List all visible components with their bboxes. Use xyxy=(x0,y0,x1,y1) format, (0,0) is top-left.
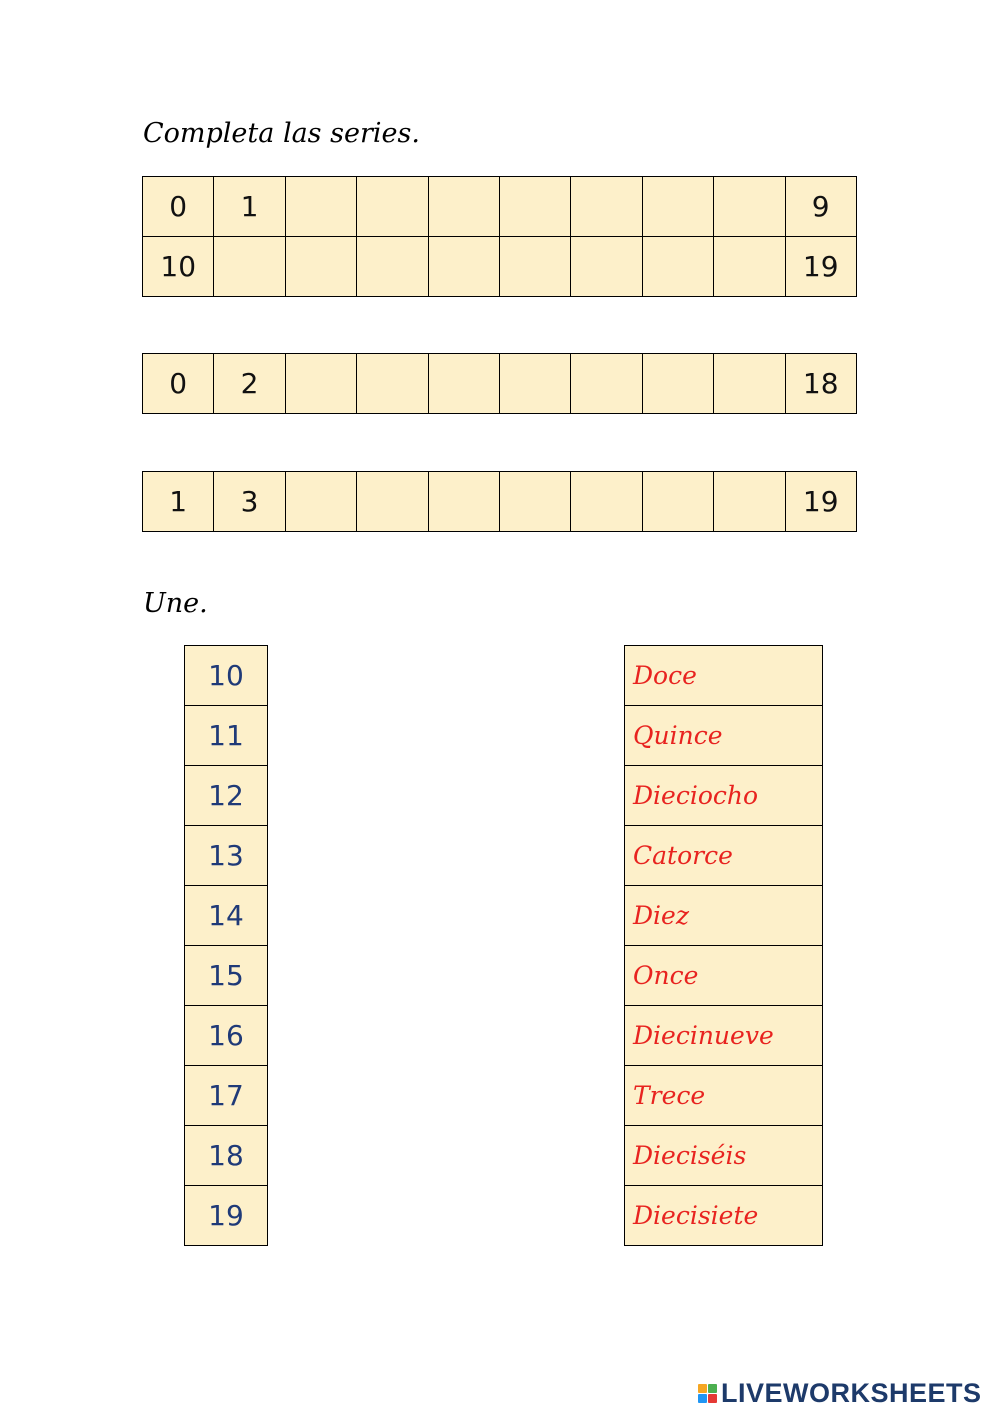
series-blank-cell[interactable] xyxy=(499,354,570,414)
series-number-cell: 18 xyxy=(785,354,856,414)
series-answer-input[interactable] xyxy=(643,237,713,296)
series-number-cell: 1 xyxy=(214,177,285,237)
series-answer-input[interactable] xyxy=(643,472,713,531)
series-blank-cell[interactable] xyxy=(357,177,428,237)
series-table-2 xyxy=(142,353,857,414)
series-table-3 xyxy=(142,471,857,532)
word-item[interactable]: Quince xyxy=(625,706,823,766)
series-blank-cell[interactable] xyxy=(285,177,356,237)
series-number-cell: 0 xyxy=(143,177,214,237)
series-answer-input[interactable] xyxy=(357,472,427,531)
series-answer-input[interactable] xyxy=(714,177,784,236)
series-answer-input[interactable] xyxy=(571,472,641,531)
series-answer-input[interactable] xyxy=(286,177,356,236)
series-number-cell: 9 xyxy=(785,177,856,237)
series-blank-cell[interactable] xyxy=(714,177,785,237)
series-blank-cell[interactable] xyxy=(499,177,570,237)
series-blank-cell[interactable] xyxy=(571,354,642,414)
liveworksheets-logo-icon xyxy=(698,1384,717,1403)
series-number-cell: 1 xyxy=(143,472,214,532)
series-blank-cell[interactable] xyxy=(285,237,356,297)
series-number-cell: 19 xyxy=(785,472,856,532)
series-blank-cell[interactable] xyxy=(428,354,499,414)
series-answer-input[interactable] xyxy=(429,177,499,236)
series-answer-input[interactable] xyxy=(286,472,356,531)
number-item[interactable]: 16 xyxy=(185,1006,268,1066)
series-number-cell: 0 xyxy=(143,354,214,414)
series-blank-cell[interactable] xyxy=(499,472,570,532)
number-item[interactable]: 18 xyxy=(185,1126,268,1186)
word-item[interactable]: Doce xyxy=(625,646,823,706)
number-item[interactable]: 11 xyxy=(185,706,268,766)
series-blank-cell[interactable] xyxy=(357,237,428,297)
word-item[interactable]: Once xyxy=(625,946,823,1006)
series-number-cell: 3 xyxy=(214,472,285,532)
series-heading: Completa las series. xyxy=(143,118,420,149)
series-blank-cell[interactable] xyxy=(714,354,785,414)
series-answer-input[interactable] xyxy=(500,472,570,531)
series-answer-input[interactable] xyxy=(429,472,499,531)
series-row xyxy=(143,472,857,532)
series-blank-cell[interactable] xyxy=(642,472,713,532)
series-blank-cell[interactable] xyxy=(499,237,570,297)
series-answer-input[interactable] xyxy=(571,237,641,296)
series-blank-cell[interactable] xyxy=(714,472,785,532)
series-answer-input[interactable] xyxy=(429,354,499,413)
series-answer-input[interactable] xyxy=(286,354,356,413)
word-item[interactable]: Dieciséis xyxy=(625,1126,823,1186)
series-number-cell: 10 xyxy=(143,237,214,297)
series-blank-cell[interactable] xyxy=(428,237,499,297)
series-row xyxy=(143,177,857,237)
match-heading: Une. xyxy=(143,588,208,619)
series-blank-cell[interactable] xyxy=(642,354,713,414)
word-item[interactable]: Dieciocho xyxy=(625,766,823,826)
word-item[interactable]: Trece xyxy=(625,1066,823,1126)
number-item[interactable]: 17 xyxy=(185,1066,268,1126)
series-blank-cell[interactable] xyxy=(571,472,642,532)
series-answer-input[interactable] xyxy=(643,177,713,236)
series-answer-input[interactable] xyxy=(500,354,570,413)
series-answer-input[interactable] xyxy=(571,177,641,236)
number-item[interactable]: 12 xyxy=(185,766,268,826)
word-item[interactable]: Diecisiete xyxy=(625,1186,823,1246)
brand xyxy=(698,1378,982,1409)
word-item[interactable]: Catorce xyxy=(625,826,823,886)
series-answer-input[interactable] xyxy=(500,237,570,296)
word-item[interactable]: Diez xyxy=(625,886,823,946)
series-answer-input[interactable] xyxy=(571,354,641,413)
number-item[interactable]: 14 xyxy=(185,886,268,946)
series-blank-cell[interactable] xyxy=(642,237,713,297)
series-answer-input[interactable] xyxy=(500,177,570,236)
series-blank-cell[interactable] xyxy=(285,472,356,532)
series-blank-cell[interactable] xyxy=(357,354,428,414)
brand-name: LIVEWORKSHEETS xyxy=(721,1378,982,1408)
series-blank-cell[interactable] xyxy=(428,472,499,532)
series-number-cell: 19 xyxy=(785,237,856,297)
series-blank-cell[interactable] xyxy=(571,177,642,237)
series-answer-input[interactable] xyxy=(643,354,713,413)
series-row xyxy=(143,354,857,414)
word-item[interactable]: Diecinueve xyxy=(625,1006,823,1066)
series-blank-cell[interactable] xyxy=(357,472,428,532)
series-blank-cell[interactable] xyxy=(571,237,642,297)
series-blank-cell[interactable] xyxy=(214,237,285,297)
number-item[interactable]: 13 xyxy=(185,826,268,886)
series-blank-cell[interactable] xyxy=(428,177,499,237)
series-answer-input[interactable] xyxy=(357,354,427,413)
numbers-column xyxy=(184,645,268,1246)
series-table-1 xyxy=(142,176,857,297)
series-blank-cell[interactable] xyxy=(642,177,713,237)
number-item[interactable]: 10 xyxy=(185,646,268,706)
series-blank-cell[interactable] xyxy=(285,354,356,414)
series-answer-input[interactable] xyxy=(429,237,499,296)
words-column xyxy=(624,645,823,1246)
number-item[interactable]: 15 xyxy=(185,946,268,1006)
series-row xyxy=(143,237,857,297)
series-answer-input[interactable] xyxy=(357,237,427,296)
series-answer-input[interactable] xyxy=(357,177,427,236)
series-answer-input[interactable] xyxy=(286,237,356,296)
number-item[interactable]: 19 xyxy=(185,1186,268,1246)
series-number-cell: 2 xyxy=(214,354,285,414)
series-answer-input[interactable] xyxy=(214,237,284,296)
series-answer-input[interactable] xyxy=(714,237,784,296)
series-answer-input[interactable] xyxy=(714,472,784,531)
series-answer-input[interactable] xyxy=(714,354,784,413)
series-blank-cell[interactable] xyxy=(714,237,785,297)
